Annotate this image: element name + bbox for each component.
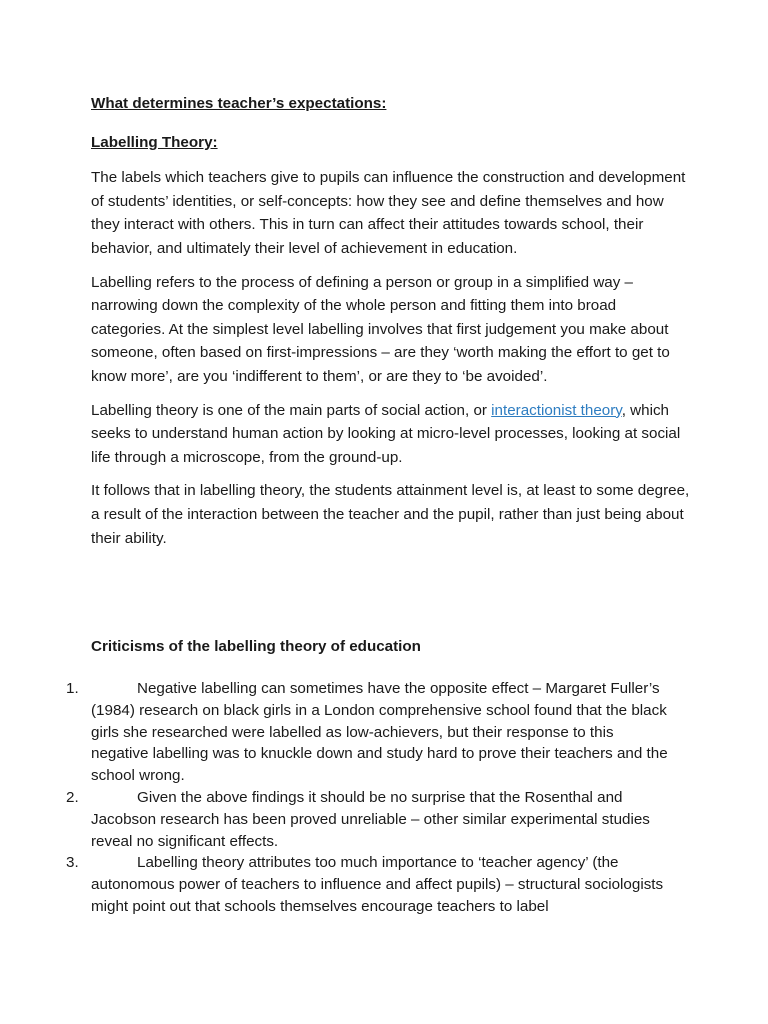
list-item [0, 678, 768, 787]
list-item-number: 1. [66, 680, 79, 697]
paragraph-labelling-definition: Labelling refers to the process of defining a person or group in a simplified way – narrowing down the complexity of the whole person and fitting them into broad categories. At the simplest level labelling involves that first judgement you make about someone, often based on first-impressions – are they ‘worth making the effort to get to know more’, are you ‘indifferent to them’, or are they to ‘be avoided’. [91, 273, 670, 385]
list-item [0, 852, 768, 917]
section-heading-labelling-theory: Labelling Theory: [91, 133, 218, 151]
criticisms-heading: Criticisms of the labelling theory of education [91, 638, 421, 655]
document-body [91, 92, 691, 560]
main-heading: What determines teacher’s expectations: [91, 95, 387, 112]
criticisms-list [0, 678, 768, 918]
interactionist-theory-link[interactable]: interactionist theory [491, 401, 622, 419]
paragraph-interactionist [91, 399, 691, 470]
paragraph-attainment: It follows that in labelling theory, the students attainment level is, at least to some degree, a result of the interaction between the teacher and the pupil, rather than just being about their ability. [91, 482, 690, 547]
list-item [0, 787, 768, 852]
paragraph-interactionist-after: , which seeks to understand human action by looking at micro-level processes, looking at social life through a microscope, from the ground-up. [91, 401, 681, 466]
paragraph-labels-influence: The labels which teachers give to pupils can influence the construction and development of students’ identities, or self-concepts: how they see and define themselves and how they interact with others. This in turn can affect their attitudes towards school, their behavior, and ultimately their level of achievement in education. [91, 169, 686, 257]
list-item-text: Labelling theory attributes too much importance to ‘teacher agency’ (the autonomous power of teachers to influence and affect pupils) – structural sociologists might point out that schools themselves encourage teachers to label [91, 854, 664, 915]
list-item-number: 3. [66, 854, 79, 872]
list-item-text: Given the above findings it should be no surprise that the Rosenthal and Jacobson research has been proved unreliable – other similar experimental studies reveal no significant effects. [91, 788, 650, 850]
list-item-text: Negative labelling can sometimes have the opposite effect – Margaret Fuller’s (1984) research on black girls in a London comprehensive school found that the black girls she researched were labelled as low-achievers, but their response to this negative labelling was to knuckle down and study hard to prove their teachers and the school wrong. [91, 680, 668, 785]
list-item-number: 2. [66, 788, 79, 806]
paragraph-interactionist-before: Labelling theory is one of the main parts of social action, or [91, 401, 492, 419]
